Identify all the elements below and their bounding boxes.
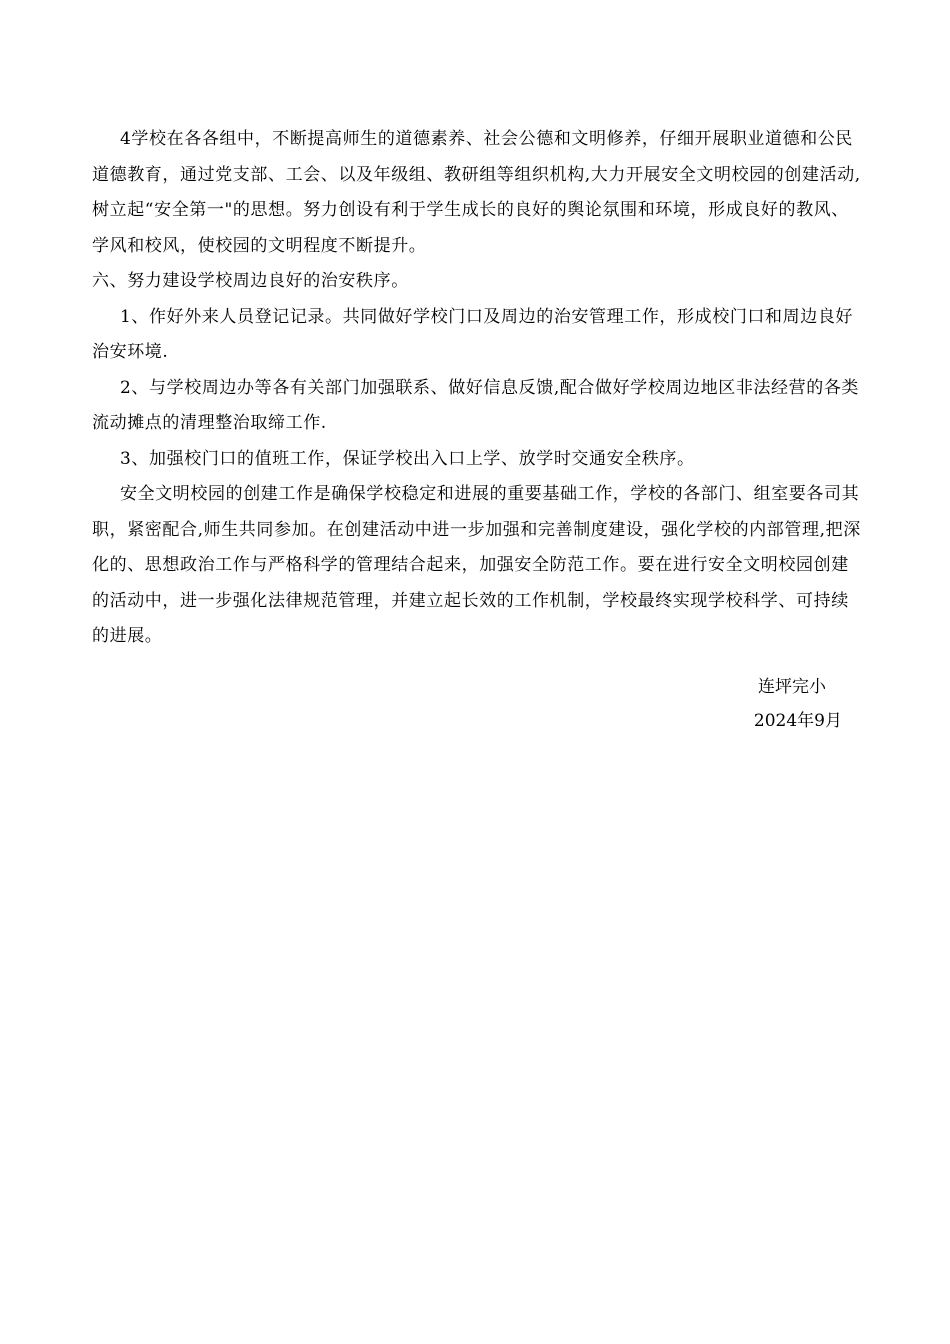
signature-block (754, 670, 842, 738)
document-body (92, 122, 862, 655)
section-heading-security-order: 六、努力建设学校周边良好的治安秩序。 (92, 271, 409, 291)
paragraph-moral-education: 4学校在各各组中，不断提高师生的道德素养、社会公德和文明修养，仔细开展职业道德和公民道德教育，通过党支部、工会、以及年级组、教研组等组织机构,大力开展安全文明校园的创建活动,树立起“安全第一"的思想。努力创设有利于学生成长的良好的舆论氛围和环境，形成良好的教风、学风和校风，使校园的文明程度不断提升。 (92, 129, 861, 256)
paragraph-visitor-registration: 1、作好外来人员登记记录。共同做好学校门口及周边的治安管理工作，形成校门口和周边良好治安环境. (92, 306, 854, 362)
signature-date: 2024年9月 (753, 711, 842, 731)
paragraph-conclusion: 安全文明校园的创建工作是确保学校稳定和进展的重要基础工作，学校的各部门、组室要各司其职，紧密配合,师生共同参加。在创建活动中进一步加强和完善制度建设，强化学校的内部管理,把深化的、思想政治工作与严格科学的管理结合起来，加强安全防范工作。要在进行安全文明校园创建的活动中，进一步强化法律规范管理，并建立起长效的工作机制，学校最终实现学校科学、可持续的进展。 (92, 484, 861, 646)
signature-organization: 连坪完小 (758, 677, 826, 697)
paragraph-department-liaison: 2、与学校周边办等各有关部门加强联系、做好信息反馈,配合做好学校周边地区非法经营的各类流动摊点的清理整治取缔工作. (92, 377, 860, 433)
paragraph-gate-duty: 3、加强校门口的值班工作，保证学校出入口上学、放学时交通安全秩序。 (120, 448, 695, 469)
